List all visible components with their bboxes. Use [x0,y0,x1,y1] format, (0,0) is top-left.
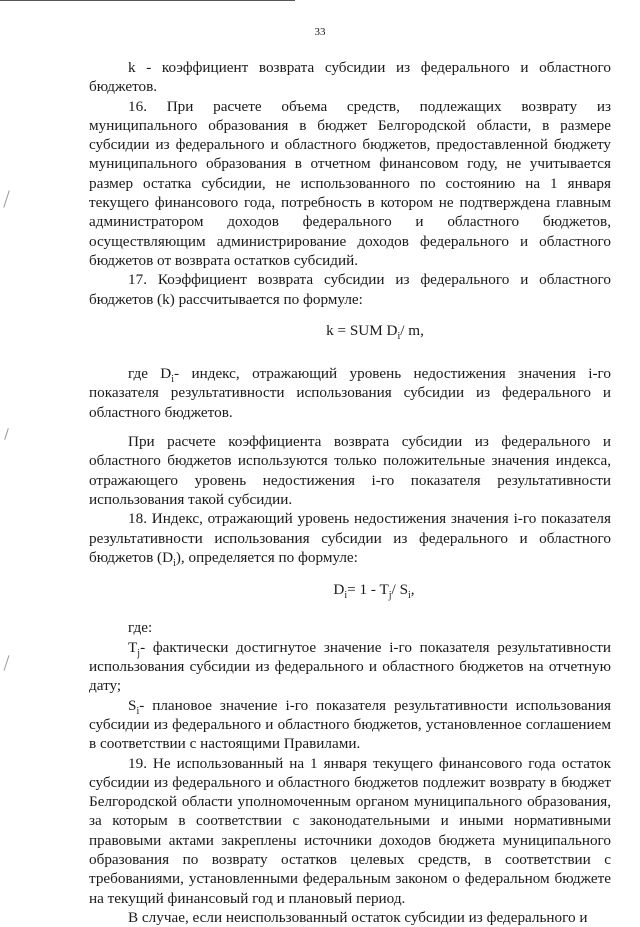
di-lead: где D [128,365,172,383]
paragraph-where: где: [128,619,153,637]
formula-di-mid: = 1 - T [347,581,389,599]
formula-di-end: , [410,581,415,599]
p18-text-a: 18. Индекс, отражающий уровень недостижения значения i-го показателя результативности использования субсидии из федерального и областного бюджетов (D [89,510,611,566]
formula-k-prefix: k = SUM D [326,321,398,339]
paragraph-tj-definition [89,638,611,696]
formula-di-s-sub: i [408,590,411,602]
paragraph-18 [89,509,611,567]
formula-di [89,580,611,602]
formula-di-d: D [333,581,345,599]
paragraph-last: В случае, если неиспользованный остаток субсидии из федерального и [128,908,588,926]
formula-di-slash: / S [391,581,409,599]
paragraph-17: 17. Коэффициент возврата субсидии из федерального и областного бюджетов (k) рассчитывается по формуле: [89,271,611,308]
si-rest: - плановое значение i-го показателя результативности использования субсидии из федерального и областного бюджетов, установленное соглашением в соответствии с настоящими Правилами. [89,696,611,753]
margin-scan-mark [4,655,10,671]
paragraph-positive-values: При расчете коэффициента возврата субсидии из федерального и областного бюджетов используются только положительные значения индекса, отражающего уровень недостижения i-го показателя результативности использования такой субсидии. [89,433,611,508]
top-scan-rule [0,0,295,1]
paragraph-k-definition: k - коэффициент возврата субсидии из федерального и областного бюджетов. [89,59,611,96]
paragraph-gap [89,422,611,432]
si-subscript: i [136,705,140,717]
formula-di-d-sub: i [344,590,348,602]
formula-k [89,321,611,340]
document-body [89,58,611,927]
paragraph-16: 16. При расчете объема средств, подлежащих возврату из муниципального образования в бюджет Белгородской области, в размере субсидии из федерального и областного бюджетов, предоставленной бюджету муниципального образования в отчетном финансовом году, не учитывается размер остатка субсидии, не использованного по состоянию на 1 января текущего финансового года, потребность в котором не подтверждена главным администратором доходов федерального и областного бюджетов, осуществляющим администрирование доходов федерального и областного бюджетов от возврата остатков субсидий. [89,97,611,269]
di-rest: - индекс, отражающий уровень недостижения значения i-го показателя результативности использования субсидии из федерального и областного бюджетов. [89,365,611,421]
p18-subscript: i [173,557,176,569]
formula-k-suffix: / m, [400,321,424,339]
page-number: 33 [314,26,326,38]
paragraph-19: 19. Не использованный на 1 января текущего финансового года остаток субсидии из федерального и областного бюджетов подлежит возврату в бюджет Белгородской области уполномоченным органом муниципального образования, за которым в соответствии с законодательными и иными нормативными правовыми актами закреплены источники доходов бюджета муниципального образования по возврату остатков целевых средств, в соответствии с требованиями, установленными федеральным законом о федеральном бюджете на текущий финансовый год и плановый период. [89,754,611,907]
margin-scan-mark [4,428,9,440]
formula-di-t-sub: j [388,590,392,602]
p18-text-b: ), определяется по формуле: [175,548,358,566]
paragraph-si-definition [89,696,611,754]
paragraph-di-definition [89,364,611,422]
di-subscript: i [171,374,175,386]
margin-scan-mark [3,190,10,207]
tj-rest: - фактически достигнутое значение i-го показателя результативности использования субсидии из федерального и областного бюджетов на отчетную дату; [89,638,611,695]
tj-lead: T [128,638,138,656]
tj-subscript: j [137,647,141,659]
formula-k-subscript: i [397,330,401,342]
si-lead: S [128,696,137,714]
